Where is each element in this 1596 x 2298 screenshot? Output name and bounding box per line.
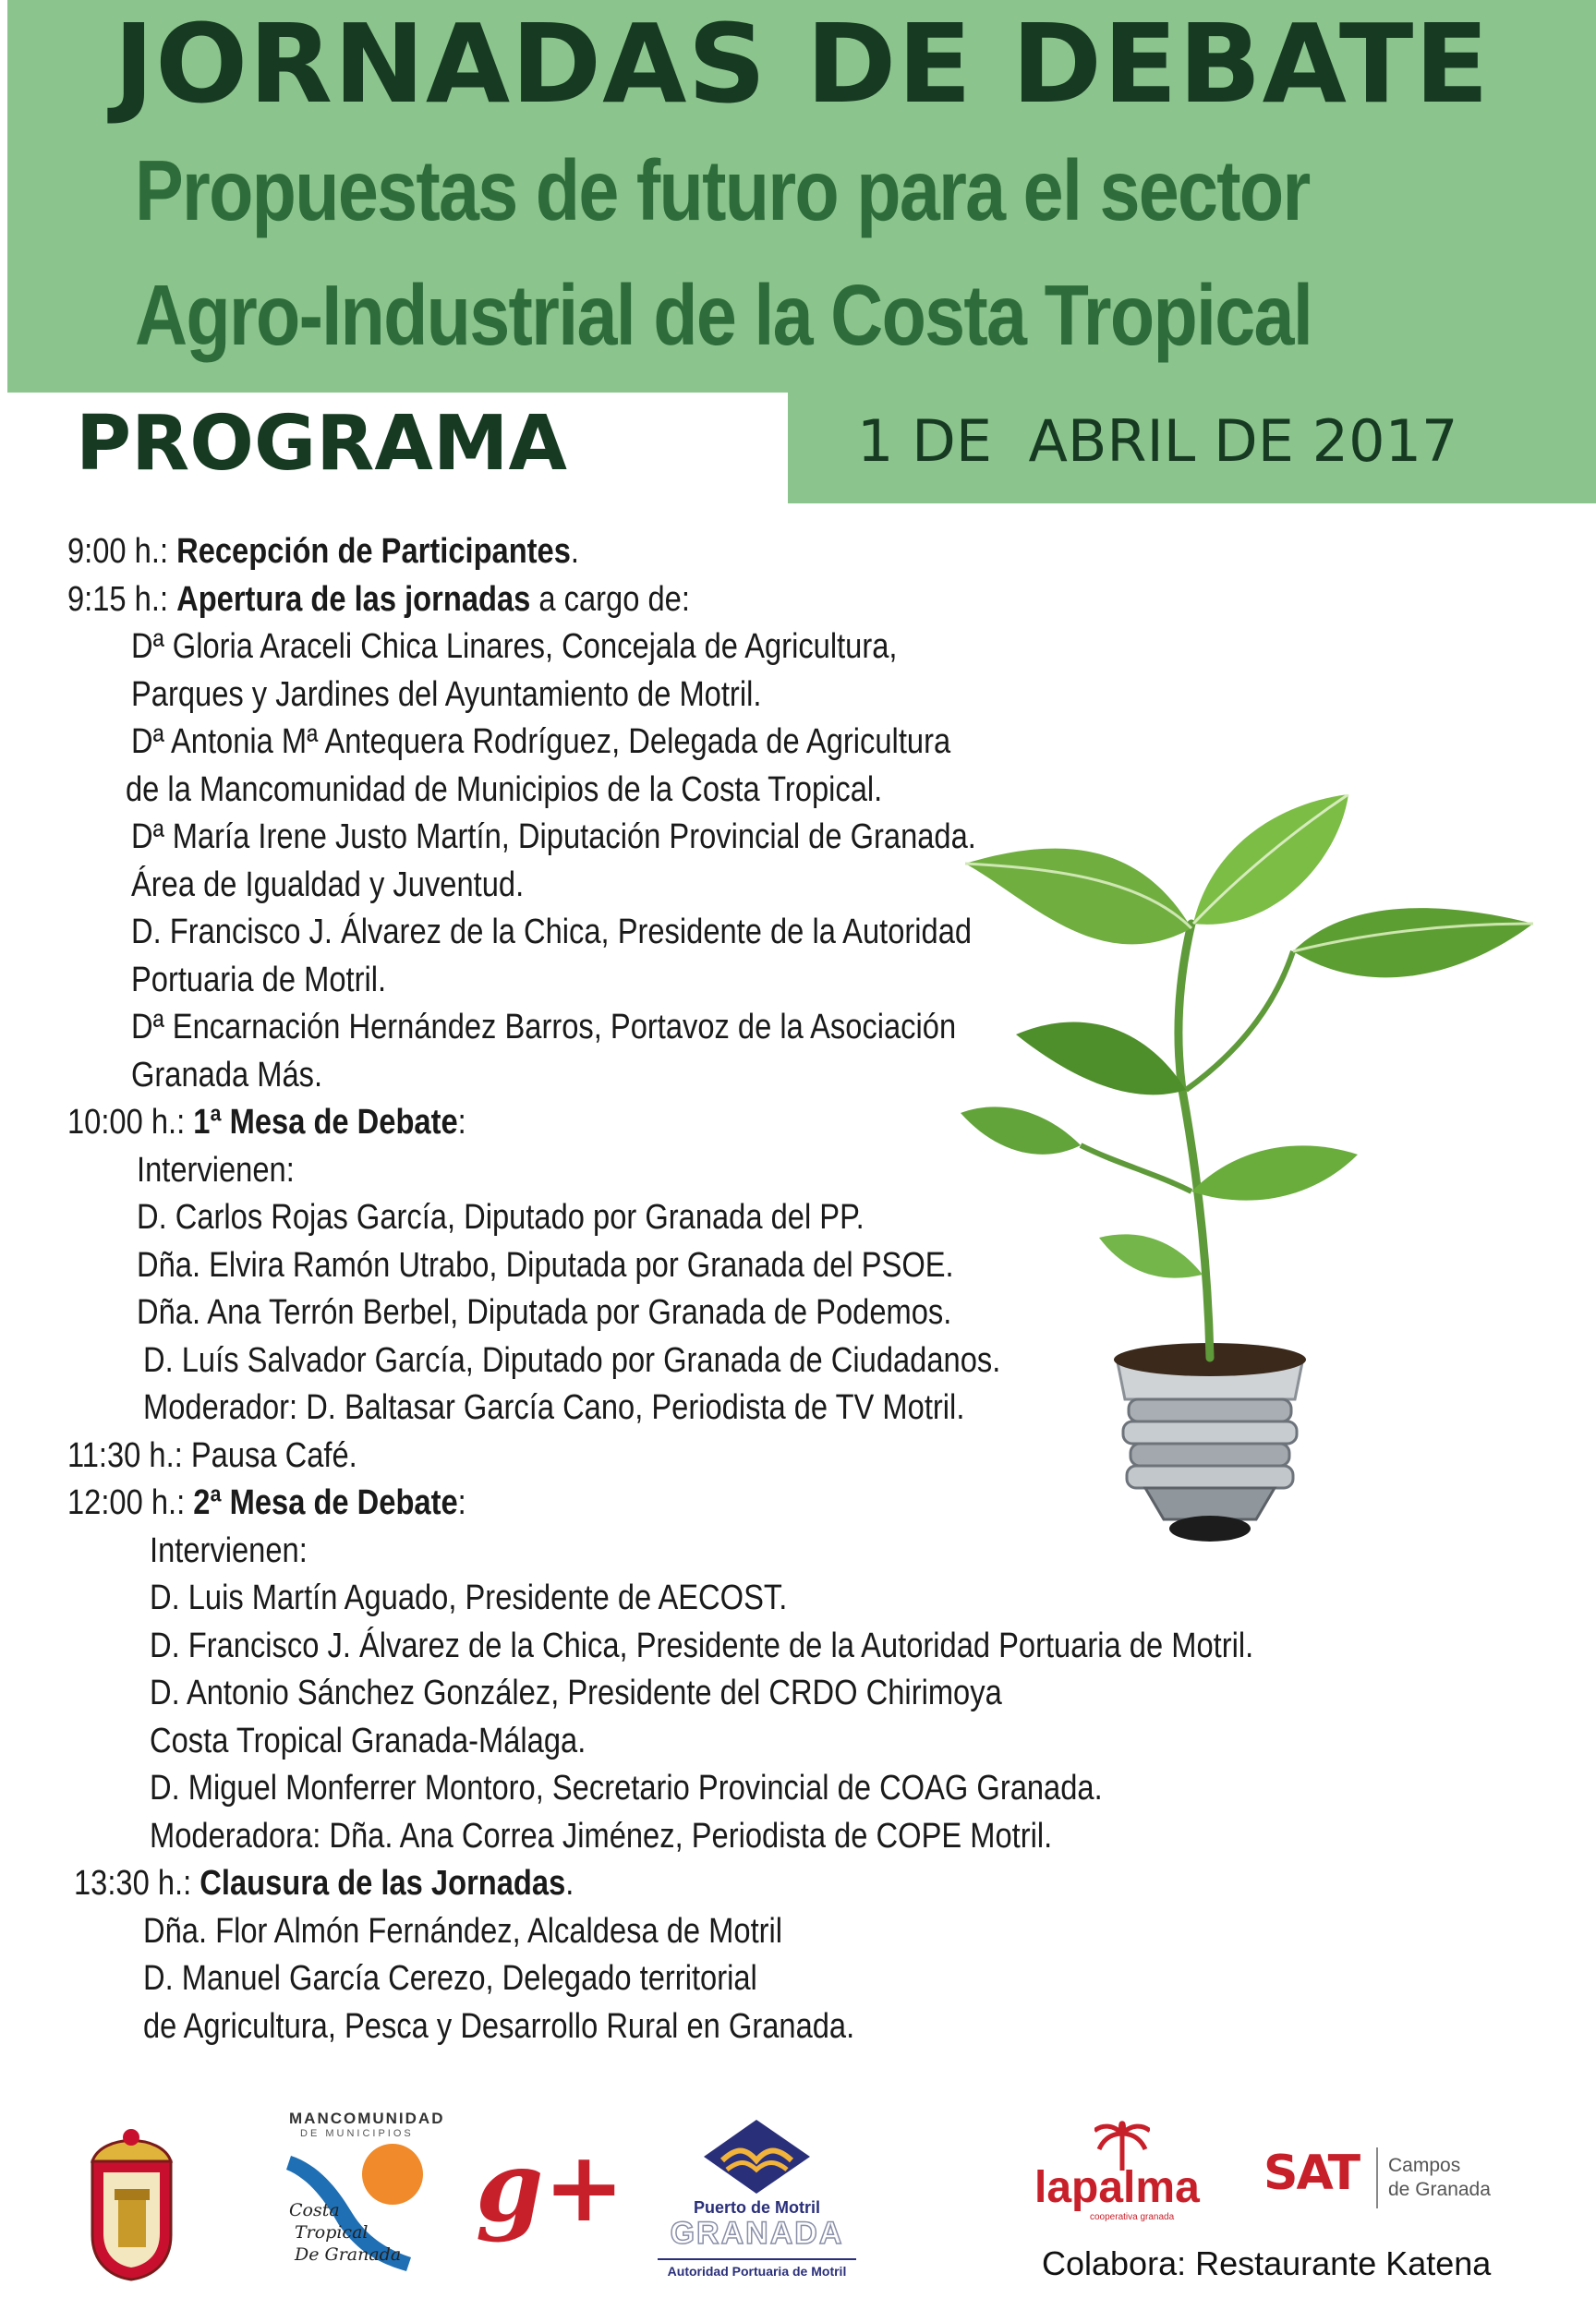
program-line: Costa Tropical Granada-Málaga. <box>150 1722 586 1760</box>
program-item: 10:00 h.: 1ª Mesa de Debate: <box>67 1103 466 1142</box>
sat-campos-logo <box>1264 2147 1513 2221</box>
header-banner <box>7 0 1596 393</box>
program-line: Dña. Elvira Ramón Utrabo, Diputada por Granada del PSOE. <box>137 1246 954 1285</box>
sat-label: SAT <box>1264 2146 1360 2201</box>
programa-heading: PROGRAMA <box>76 400 567 488</box>
campos-label: Campos <box>1388 2155 1461 2176</box>
program-line: Moderador: D. Baltasar García Cano, Periodista de TV Motril. <box>143 1388 965 1427</box>
program-line: Dª Gloria Araceli Chica Linares, Concejala de Agricultura, <box>131 627 898 666</box>
program-line: D. Francisco J. Álvarez de la Chica, Presidente de la Autoridad <box>131 913 973 951</box>
de-granada-label: de Granada <box>1388 2179 1491 2200</box>
municipios-label: DE MUNICIPIOS <box>300 2128 414 2139</box>
puerto-motril-logo <box>658 2120 856 2281</box>
sat-divider <box>1376 2147 1378 2208</box>
lapalma-logo <box>1034 2120 1210 2231</box>
program-item: 9:00 h.: Recepción de Participantes. <box>67 532 580 571</box>
granada-label: GRANADA <box>670 2216 844 2251</box>
program-line: Dña. Flor Almón Fernández, Alcaldesa de Motril <box>143 1912 783 1951</box>
program-line: D. Antonio Sánchez González, Presidente del CRDO Chirimoya <box>150 1674 1002 1712</box>
costa-script: Costa <box>289 2200 340 2220</box>
lightbulb-base <box>1114 1343 1306 1542</box>
program-line: Dª María Irene Justo Martín, Diputación Provincial de Granada. <box>131 817 976 856</box>
program-item: 11:30 h.: Pausa Café. <box>67 1436 357 1475</box>
program-item: 13:30 h.: Clausura de las Jornadas. <box>74 1864 574 1903</box>
page-title: JORNADAS DE DEBATE <box>114 0 1490 127</box>
program-line: Parques y Jardines del Ayuntamiento de Motril. <box>131 675 762 714</box>
motril-coat-of-arms-icon <box>74 2124 189 2281</box>
program-line: Dña. Ana Terrón Berbel, Diputada por Granada de Podemos. <box>137 1293 952 1332</box>
program-line: Área de Igualdad y Juventud. <box>131 865 525 904</box>
mancomunidad-label: MANCOMUNIDAD <box>289 2110 445 2127</box>
program-line: de la Mancomunidad de Municipios de la Costa Tropical. <box>126 770 883 809</box>
program-line: Intervienen: <box>150 1531 308 1570</box>
program-line: Dª Antonia Mª Antequera Rodríguez, Delegada de Agricultura <box>131 722 951 761</box>
mancomunidad-logo <box>282 2110 445 2276</box>
program-line: D. Francisco J. Álvarez de la Chica, Presidente de la Autoridad Portuaria de Motril. <box>150 1627 1254 1665</box>
event-date: 1 DE ABRIL DE 2017 <box>857 407 1458 475</box>
date-box <box>788 393 1596 503</box>
program-line: D. Carlos Rojas García, Diputado por Granada del PP. <box>137 1198 864 1237</box>
program-line: Moderadora: Dña. Ana Correa Jiménez, Periodista de COPE Motril. <box>150 1817 1053 1856</box>
program-line: Portuaria de Motril. <box>131 961 387 999</box>
program-line: Dª Encarnación Hernández Barros, Portavoz de la Asociación <box>131 1008 957 1046</box>
program-line: de Agricultura, Pesca y Desarrollo Rural en Granada. <box>143 2007 855 2046</box>
program-item: 12:00 h.: 2ª Mesa de Debate: <box>67 1483 466 1522</box>
colabora-text: Colabora: Restaurante Katena <box>1042 2244 1492 2282</box>
lapalma-label: lapalma <box>1034 2163 1200 2212</box>
program-line: D. Luís Salvador García, Diputado por Granada de Ciudadanos. <box>143 1341 1001 1380</box>
lapalma-sub: cooperativa granada <box>1090 2212 1175 2222</box>
de-granada-script: De Granada <box>295 2244 402 2265</box>
program-line: D. Manuel García Cerezo, Delegado territorial <box>143 1959 757 1998</box>
autoridad-label: Autoridad Portuaria de Motril <box>658 2258 856 2279</box>
program-item: 9:15 h.: Apertura de las jornadas a cargo de: <box>67 580 690 619</box>
program-line: Intervienen: <box>137 1151 295 1190</box>
program-line: D. Miguel Monferrer Montoro, Secretario Provincial de COAG Granada. <box>150 1769 1103 1808</box>
granada-mas-logo: g+ <box>476 2129 625 2244</box>
plant-in-lightbulb-icon <box>961 794 1538 1570</box>
tropical-script: Tropical <box>295 2222 369 2243</box>
subtitle-line-1: Propuestas de futuro para el sector <box>135 142 1310 238</box>
program-line: D. Luis Martín Aguado, Presidente de AECOST. <box>150 1578 788 1617</box>
program-line: Granada Más. <box>131 1056 323 1095</box>
subtitle-line-2: Agro-Industrial de la Costa Tropical <box>135 267 1312 363</box>
puerto-label: Puerto de Motril <box>693 2198 820 2217</box>
port-diamond-icon <box>704 2120 810 2194</box>
